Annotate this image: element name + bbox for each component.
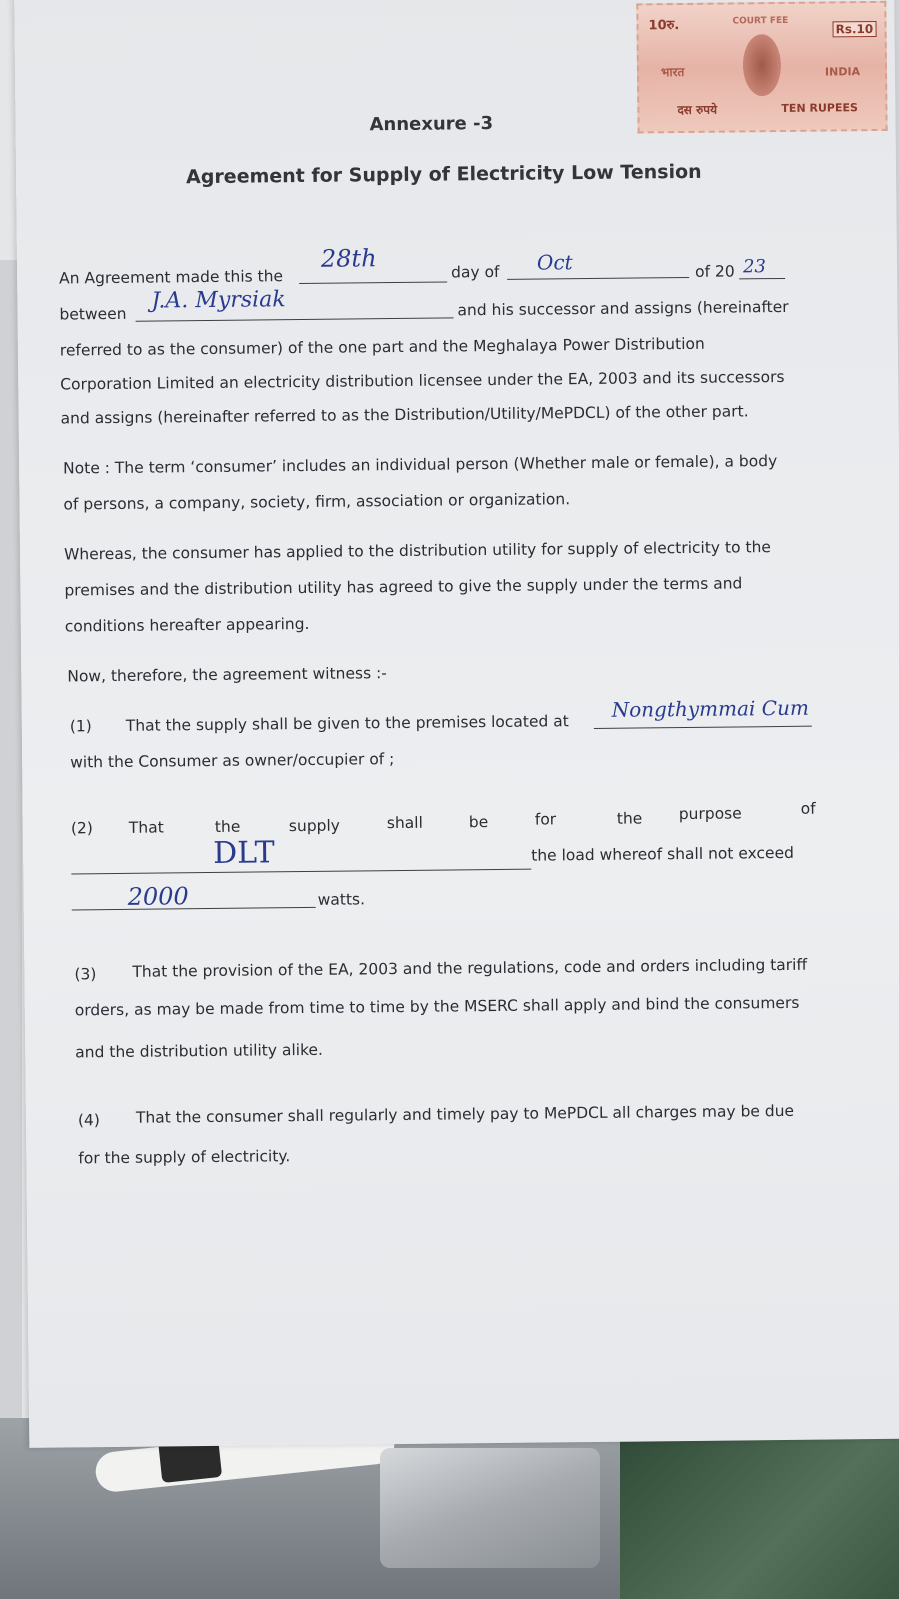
year-handwritten: 23 [742,256,767,278]
green-bag [620,1428,899,1599]
now-therefore: Now, therefore, the agreement witness :- [67,664,387,686]
clause1-line2: with the Consumer as owner/occupier of ; [70,750,395,772]
load-handwritten: 2000 [127,882,189,911]
clause2-word: the [616,809,643,828]
para1-line: and assigns (hereinafter referred to as the Distribution/Utility/MePDCL) of the other part. [60,402,749,428]
consumer-name-handwritten: J.A. Myrsiak [151,287,286,314]
day-blank [299,281,447,284]
clause3-line: That the provision of the EA, 2003 and the regulations, code and orders including tariff [132,955,808,981]
agreement-prefix: An Agreement made this the [59,267,284,288]
foil-packet [380,1448,600,1568]
clause3-line: and the distribution utility alike. [75,1040,324,1062]
para1-line: Corporation Limited an electricity distribution licensee under the EA, 2003 and its successors [60,367,785,394]
purpose-handwritten: DLT [212,835,275,871]
month-handwritten: Oct [536,250,573,275]
clause2-word: supply [288,816,341,836]
stamp-hindi-value: दस रुपये [677,102,718,118]
agreement-title: Agreement for Supply of Electricity Low Tension [185,160,702,189]
whereas-line: Whereas, the consumer has applied to the distribution utility for supply of electricity to the [63,538,771,564]
clause1-number: (1) [69,717,92,736]
stamp-court-fee: COURT FEE [732,15,789,27]
location-handwritten: Nongthymmai Cum [611,695,809,722]
stamp-denomination-left: 10रु. [648,18,680,34]
year-blank [739,278,785,279]
clause2-word: shall [386,813,423,833]
ashoka-emblem-icon [743,34,782,96]
note-line: of persons, a company, society, firm, association or organization. [63,490,571,514]
clause2-word: purpose [678,804,742,824]
load-unit: watts. [317,890,366,909]
stamp-country: INDIA [824,65,861,79]
clause3-number: (3) [74,965,97,984]
day-handwritten: 28th [320,244,377,273]
clause1-text: That the supply shall be given to the premises located at [125,712,569,735]
para1-line: referred to as the consumer) of the one part and the Meghalaya Power Distribution [59,334,705,360]
clause2-word: be [468,813,489,832]
year-label: of 20 [694,262,735,281]
annexure-label: Annexure -3 [369,112,494,136]
load-text: the load whereof shall not exceed [531,843,795,865]
between-suffix: and his successor and assigns (hereinafter [457,297,789,320]
load-blank [72,907,316,911]
stamp-value-words: TEN RUPEES [781,101,858,115]
purpose-blank [71,869,531,875]
clause4-number: (4) [77,1111,101,1130]
day-of-label: day of [450,262,500,282]
clause4-line: That the consumer shall regularly and timely pay to MePDCL all charges may be due [135,1101,795,1127]
stamp-hindi-country: भारत [660,64,685,80]
clause4-line: for the supply of electricity. [78,1147,291,1168]
court-fee-stamp [636,1,887,134]
clause3-line: orders, as may be made from time to time by the MSERC shall apply and bind the consumers [74,993,800,1020]
whereas-line: conditions hereafter appearing. [64,614,310,636]
whereas-line: premises and the distribution utility has agreed to give the supply under the terms and [64,574,743,600]
stamp-denomination-right: Rs.10 [832,21,876,37]
clause2-word: for [534,810,557,829]
location-blank [594,726,812,729]
clause2-word: the [214,817,241,836]
note-line: Note : The term ‘consumer’ includes an individual person (Whether male or female), a body [63,452,778,478]
clause2-word: of [800,799,816,818]
agreement-paper [14,0,899,1448]
consumer-name-blank [136,317,454,321]
clause2-number: (2) [70,819,93,838]
clause2-word: That [128,818,164,837]
month-blank [507,277,689,280]
between-label: between [59,304,127,324]
